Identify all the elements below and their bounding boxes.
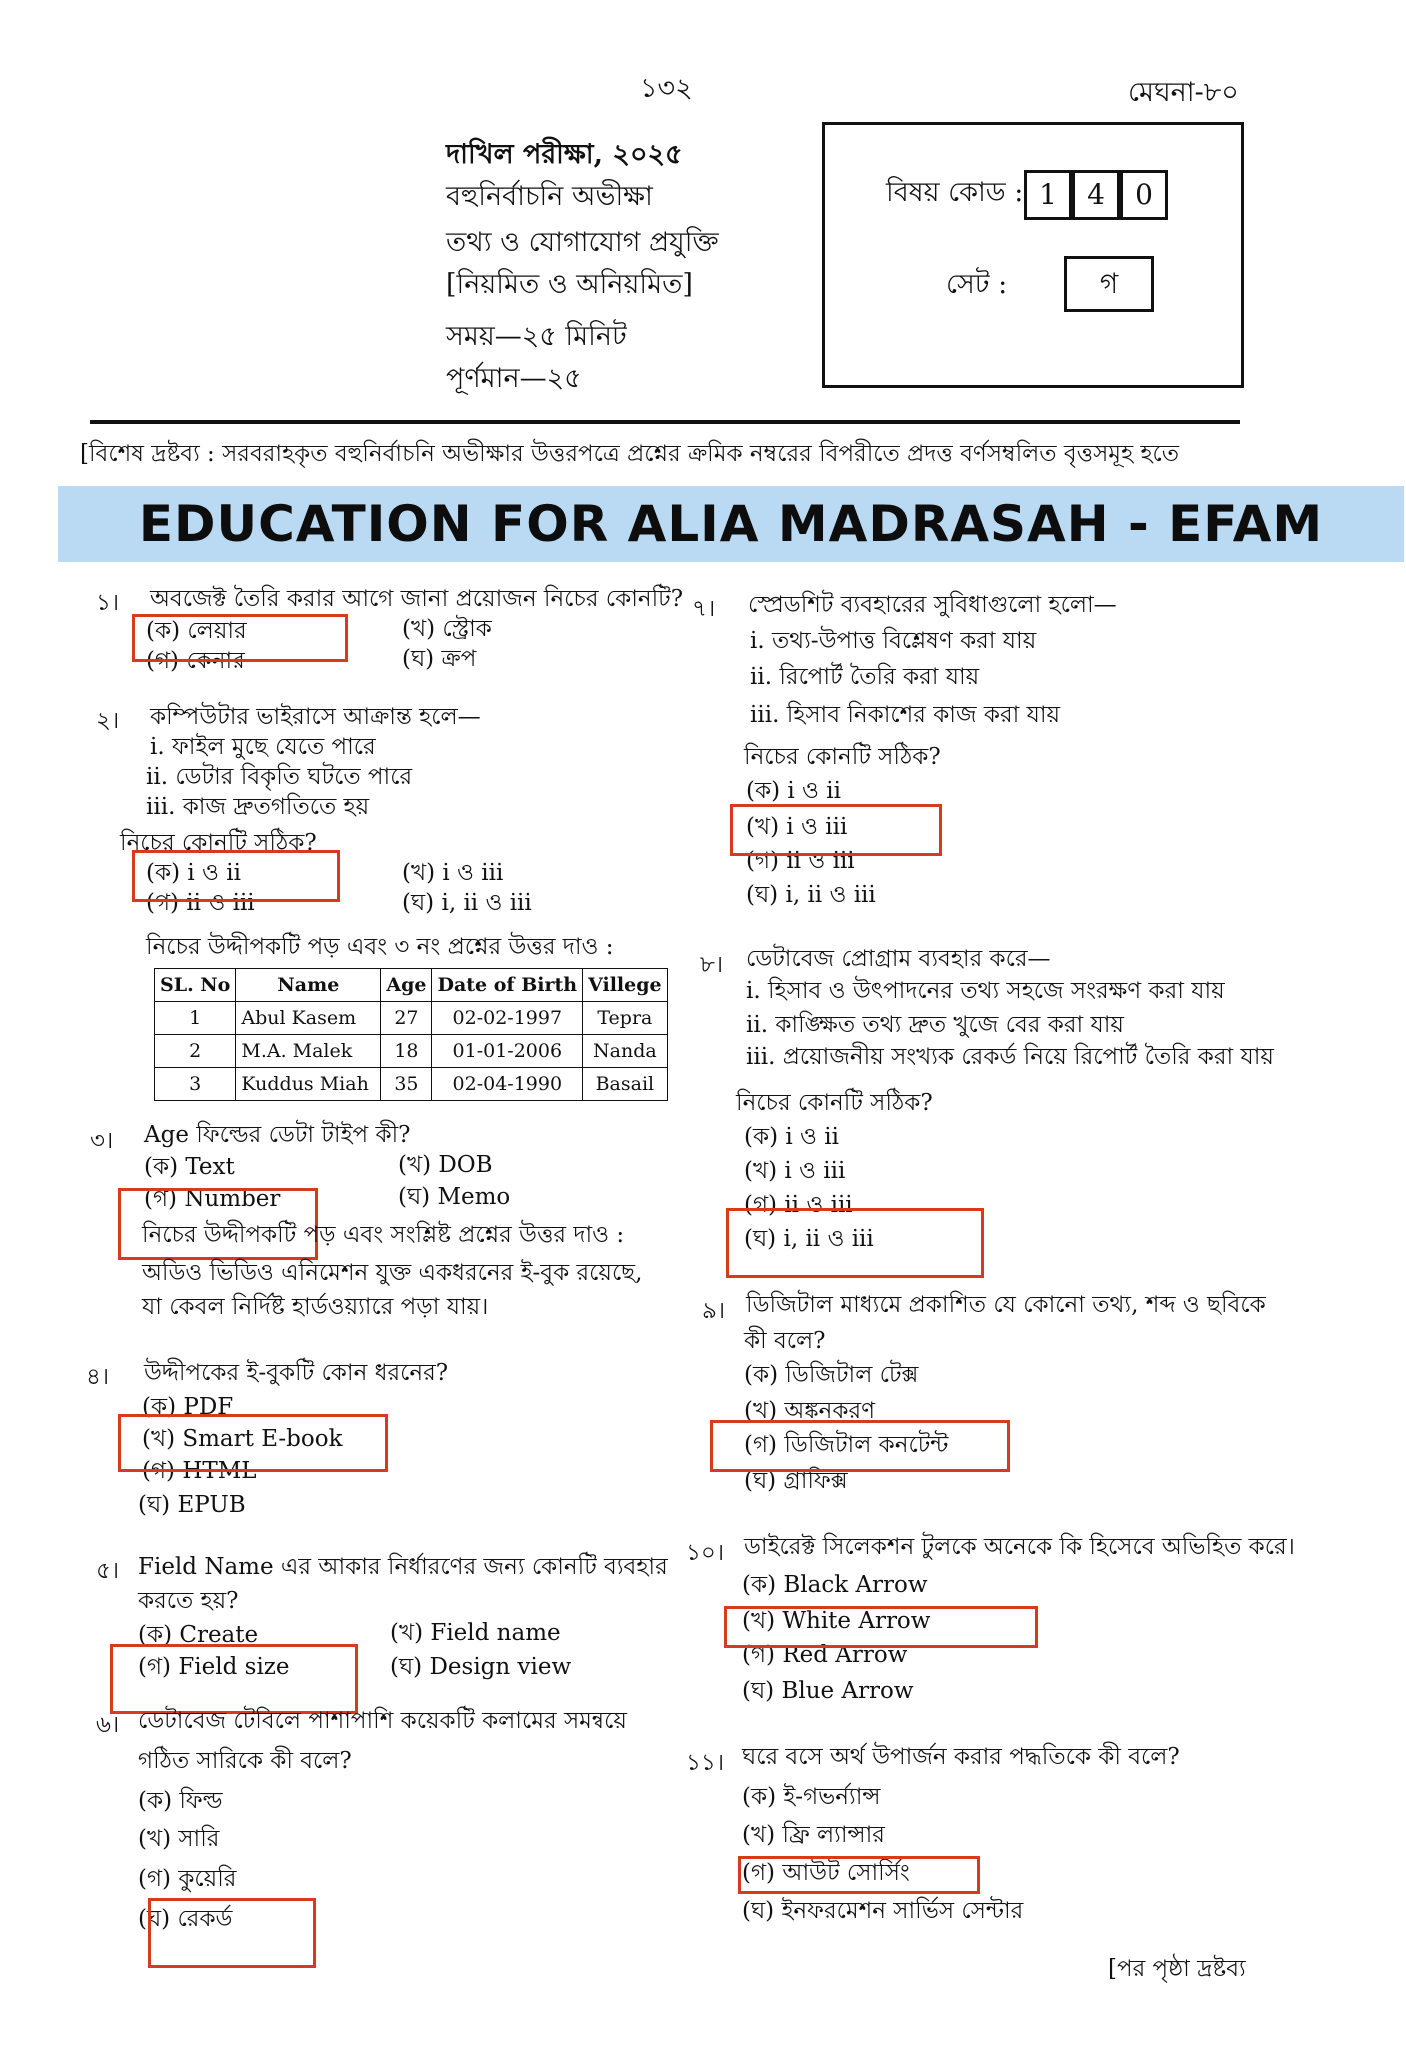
option: (খ) DOB: [398, 1152, 493, 1178]
question-number: ১।: [96, 590, 120, 616]
category: [নিয়মিত ও অনিয়মিত]: [446, 269, 693, 300]
data-table: [154, 968, 668, 1101]
question-text: Age ফিল্ডের ডেটা টাইপ কী?: [144, 1122, 411, 1148]
subject-code-digit: 0: [1120, 170, 1168, 220]
set-label: সেট :: [946, 269, 1008, 300]
table-cell: Kuddus Miah: [236, 1068, 381, 1101]
option: (গ) HTML: [142, 1458, 257, 1484]
option: (ঘ) i, ii ও iii: [744, 1226, 874, 1252]
question-text: উদ্দীপকের ই-বুকটি কোন ধরনের?: [144, 1360, 449, 1386]
question-number: ৩।: [90, 1128, 114, 1154]
option: (ক) Black Arrow: [742, 1572, 928, 1598]
question-number: ৫।: [96, 1558, 120, 1584]
stimulus-instruction: নিচের উদ্দীপকটি পড় এবং সংশ্লিষ্ট প্রশ্নের উত্তর দাও :: [142, 1222, 625, 1248]
special-note: [বিশেষ দ্রষ্টব্য : সরবরাহকৃত বহুনির্বাচনি অভীক্ষার উত্তরপত্রে প্রশ্নের ক্রমিক নম্বরের বিপরীতে প্রদত্ত বর্ণসম্বলিত বৃত্তসমূহ হতে: [80, 441, 1180, 467]
table-cell: 27: [381, 1002, 432, 1035]
table-header: Name: [236, 969, 381, 1002]
option: (ক) Create: [138, 1622, 259, 1648]
option: (ঘ) Memo: [398, 1184, 511, 1210]
question-number: ৬।: [96, 1712, 120, 1738]
option: (খ) i ও iii: [746, 814, 848, 840]
page-number: ১৩২: [640, 73, 693, 104]
answer-marker: [110, 1644, 358, 1714]
question-text: Field Name এর আকার নির্ধারণের জন্য কোনটি ব্যবহার: [138, 1554, 668, 1580]
option: (ক) i ও ii: [746, 778, 841, 804]
answer-marker: [118, 1414, 388, 1472]
option: (গ) ii ও iii: [146, 890, 255, 916]
table-cell: 02-04-1990: [432, 1068, 583, 1101]
watermark-banner: [58, 486, 1404, 562]
set-value: গ: [1064, 256, 1154, 312]
option: (ঘ) EPUB: [138, 1492, 246, 1518]
footer-note: [পর পৃষ্ঠা দ্রষ্টব্য: [1108, 1956, 1246, 1982]
statement: i. ফাইল মুছে যেতে পারে: [150, 734, 376, 760]
option: (ঘ) i, ii ও iii: [746, 882, 876, 908]
statement: ii. ডেটার বিকৃতি ঘটতে পারে: [146, 764, 413, 790]
option: (ঘ) Blue Arrow: [742, 1678, 914, 1704]
option: (গ) আউট সোর্সিং: [742, 1860, 910, 1886]
table-header: Age: [381, 969, 432, 1002]
stimulus-text: অডিও ভিডিও এনিমেশন যুক্ত একধরনের ই-বুক রয়েছে,: [142, 1260, 643, 1286]
option: (খ) i ও iii: [744, 1158, 846, 1184]
header-divider: [90, 420, 1240, 424]
question-ask: নিচের কোনটি সঠিক?: [736, 1090, 933, 1116]
answer-marker: [738, 1856, 980, 1894]
table-cell: 1: [155, 1002, 236, 1035]
option: (গ) কেনার: [146, 648, 245, 674]
question-number: ১১।: [686, 1750, 725, 1776]
option: (ক) লেয়ার: [146, 618, 247, 644]
option: (গ) কুয়েরি: [138, 1866, 237, 1892]
answer-marker: [132, 614, 348, 662]
table-row: [155, 1002, 668, 1035]
answer-marker: [724, 1606, 1038, 1648]
question-text: ডেটাবেজ প্রোগ্রাম ব্যবহার করে—: [746, 946, 1051, 972]
banner-text: EDUCATION FOR ALIA MADRASAH - EFAM: [138, 495, 1324, 553]
statement: ii. কাঙ্ক্ষিত তথ্য দ্রুত খুজে বের করা যায়: [746, 1012, 1124, 1038]
answer-marker: [710, 1420, 1010, 1472]
question-number: ৭।: [692, 596, 716, 622]
subject-code-digit: 4: [1072, 170, 1120, 220]
exam-time: সময়—২৫ মিনিট: [446, 321, 627, 352]
exam-type: বহুনির্বাচনি অভীক্ষা: [446, 181, 653, 212]
question-text: অবজেক্ট তৈরি করার আগে জানা প্রয়োজন নিচের কোনটি?: [150, 586, 684, 612]
option: (গ) Red Arrow: [742, 1642, 908, 1668]
option: (ঘ) ইনফরমেশন সার্ভিস সেন্টার: [742, 1898, 1024, 1924]
option: (খ) Smart E-book: [142, 1426, 343, 1452]
table-cell: Nanda: [583, 1035, 668, 1068]
table-cell: M.A. Malek: [236, 1035, 381, 1068]
question-number: ২।: [96, 708, 120, 734]
option: (ক) ফিল্ড: [138, 1788, 223, 1814]
stimulus-text: যা কেবল নির্দিষ্ট হার্ডওয়্যারে পড়া যায়।: [142, 1294, 489, 1320]
question-text: স্প্রেডশিট ব্যবহারের সুবিধাগুলো হলো—: [748, 592, 1117, 618]
question-text: কী বলে?: [744, 1328, 826, 1354]
option: (ক) i ও ii: [146, 860, 241, 886]
table-cell: 18: [381, 1035, 432, 1068]
table-row: [155, 1068, 668, 1101]
full-marks: পূর্ণমান—২৫: [446, 363, 582, 394]
question-number: ১০।: [686, 1540, 725, 1566]
option: (গ) ii ও iii: [746, 848, 855, 874]
question-ask: নিচের কোনটি সঠিক?: [120, 830, 317, 856]
option: (ঘ) i, ii ও iii: [402, 890, 532, 916]
option: (ক) ডিজিটাল টেক্স: [744, 1362, 919, 1388]
option: (গ) ডিজিটাল কনটেন্ট: [744, 1432, 949, 1458]
table-cell: 35: [381, 1068, 432, 1101]
subject: তথ্য ও যোগাযোগ প্রযুক্তি: [446, 227, 719, 258]
answer-marker: [132, 850, 340, 902]
option: (খ) অঙ্কনকরণ: [744, 1398, 876, 1424]
option: (গ) ii ও iii: [744, 1192, 853, 1218]
table-row: [155, 1035, 668, 1068]
statement: iii. হিসাব নিকাশের কাজ করা যায়: [750, 702, 1061, 728]
question-text: ডেটাবেজ টেবিলে পাশাপাশি কয়েকটি কলামের সমন্বয়ে: [138, 1708, 627, 1734]
table-header: Villege: [583, 969, 668, 1002]
option: (ক) i ও ii: [744, 1124, 839, 1150]
exam-title: দাখিল পরীক্ষা, ২০২৫: [446, 139, 683, 170]
statement: iii. প্রয়োজনীয় সংখ্যক রেকর্ড নিয়ে রিপোর্ট তৈরি করা যায়: [746, 1044, 1274, 1070]
option: (ঘ) ক্রপ: [402, 646, 477, 672]
code-panel: [822, 122, 1244, 388]
question-text: ডাইরেক্ট সিলেকশন টুলকে অনেকে কি হিসেবে অভিহিত করে।: [744, 1534, 1295, 1560]
option: (খ) i ও iii: [402, 860, 504, 886]
subject-code-digit: 1: [1024, 170, 1072, 220]
option: (ক) Text: [144, 1154, 235, 1180]
board-label: মেঘনা-৮০: [1128, 77, 1239, 108]
table-cell: Abul Kasem: [236, 1002, 381, 1035]
option: (খ) Field name: [390, 1620, 561, 1646]
table-cell: 02-02-1997: [432, 1002, 583, 1035]
stimulus-instruction: নিচের উদ্দীপকটি পড় এবং ৩ নং প্রশ্নের উত্তর দাও :: [146, 934, 614, 960]
table-header: Date of Birth: [432, 969, 583, 1002]
option: (ঘ) রেকর্ড: [138, 1906, 233, 1932]
question-number: ৪।: [86, 1364, 110, 1390]
question-text: ঘরে বসে অর্থ উপার্জন করার পদ্ধতিকে কী বলে?: [742, 1744, 1180, 1770]
question-number: ৮।: [700, 952, 724, 978]
table-cell: 3: [155, 1068, 236, 1101]
option: (খ) স্ট্রোক: [402, 616, 492, 642]
question-text: করতে হয়?: [138, 1588, 239, 1614]
subject-code-label: বিষয় কোড :: [886, 177, 1024, 208]
table-cell: Tepra: [583, 1002, 668, 1035]
option: (খ) White Arrow: [742, 1608, 931, 1634]
question-text: কম্পিউটার ভাইরাসে আক্রান্ত হলে—: [150, 704, 481, 730]
option: (ক) PDF: [142, 1394, 234, 1420]
question-text: গঠিত সারিকে কী বলে?: [138, 1748, 352, 1774]
statement: ii. রিপোর্ট তৈরি করা যায়: [750, 664, 980, 690]
statement: i. তথ্য-উপাত্ত বিশ্লেষণ করা যায়: [750, 628, 1037, 654]
statement: iii. কাজ দ্রুতগতিতে হয়: [146, 794, 370, 820]
question-text: ডিজিটাল মাধ্যমে প্রকাশিত যে কোনো তথ্য, শব্দ ও ছবিকে: [746, 1292, 1266, 1318]
question-ask: নিচের কোনটি সঠিক?: [744, 744, 941, 770]
answer-marker: [726, 1208, 984, 1278]
option: (ক) ই-গভর্ন্যান্স: [742, 1784, 881, 1810]
option: (খ) সারি: [138, 1826, 220, 1852]
table-cell: Basail: [583, 1068, 668, 1101]
table-cell: 01-01-2006: [432, 1035, 583, 1068]
answer-marker: [730, 804, 942, 856]
option: (খ) ফ্রি ল্যান্সার: [742, 1822, 885, 1848]
option: (গ) Number: [144, 1186, 281, 1212]
question-number: ৯।: [702, 1298, 726, 1324]
table-cell: 2: [155, 1035, 236, 1068]
answer-marker: [148, 1898, 316, 1968]
table-header: SL. No: [155, 969, 236, 1002]
option: (গ) Field size: [138, 1654, 290, 1680]
option: (ঘ) গ্রাফিক্স: [744, 1468, 848, 1494]
option: (ঘ) Design view: [390, 1654, 572, 1680]
statement: i. হিসাব ও উৎপাদনের তথ্য সহজে সংরক্ষণ করা যায়: [746, 978, 1225, 1004]
